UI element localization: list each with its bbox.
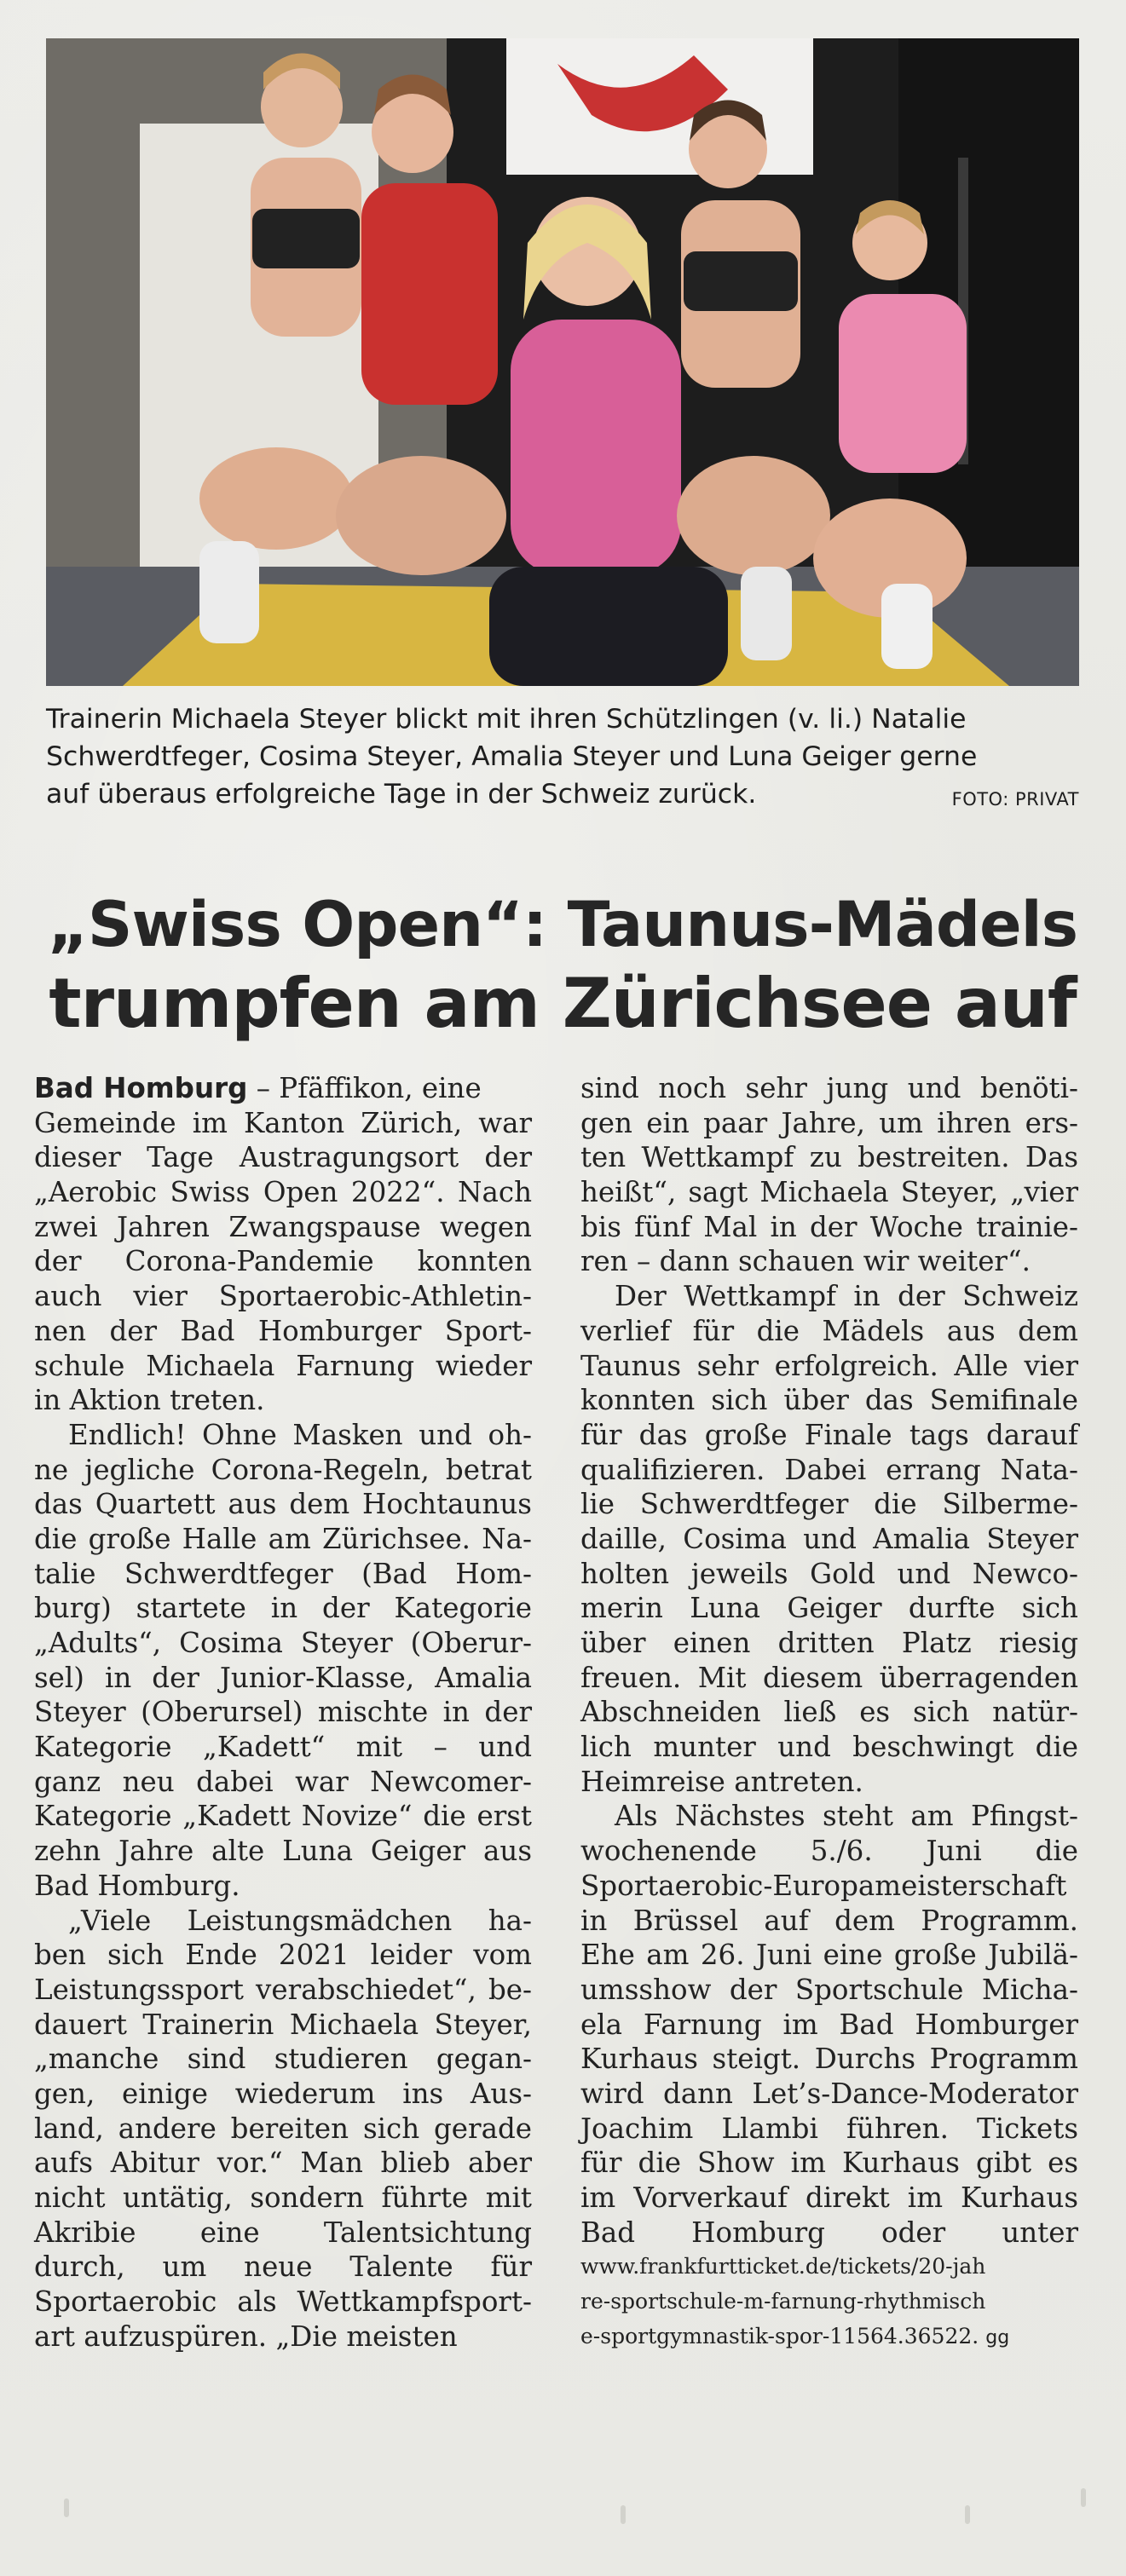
article-line-text: wochenende 5./6. Juni die [580, 1835, 1078, 1868]
article-line [580, 2008, 1078, 2043]
photo-caption [46, 700, 1079, 818]
article-line-text: heißt“, sagt Michaela Steyer, „vier [580, 1176, 1078, 1209]
article-line [580, 2146, 1078, 2181]
article-line [580, 1106, 1078, 1141]
article-line-text: lie Schwerdtfeger die Silberme- [580, 1488, 1078, 1521]
article-line-text: qualifizieren. Dabei errang Nata- [580, 1453, 1078, 1486]
headline-line-2: trumpfen am Zürichsee auf [49, 964, 1077, 1043]
article-line [580, 1661, 1078, 1696]
article-line: ganz neu dabei war Newcomer- [34, 1765, 532, 1798]
article-line: Kategorie „Kadett Novize“ die erst [34, 1800, 532, 1833]
article-line [580, 1140, 1078, 1175]
article-line [580, 1973, 1078, 2008]
article-line-text: freuen. Mit diesem überragenden [580, 1661, 1078, 1694]
article-line [580, 1904, 1078, 1939]
article-line: zwei Jahren Zwangspause wegen [34, 1210, 532, 1243]
article-line [580, 1591, 1078, 1626]
article-line: in Aktion treten. [34, 1384, 265, 1417]
article-line-text: Als Nächstes steht am Pfingst- [615, 1800, 1078, 1833]
article-line: Akribie eine Talentsichtung [34, 2216, 532, 2249]
article-line: land, andere bereiten sich gerade [34, 2112, 532, 2145]
article-line [580, 1938, 1078, 1973]
article-line-text: re-sportschule-m-farnung-rhythmisch [580, 2289, 986, 2314]
article-line-text: ten Wettkampf zu bestreiten. Das [580, 1141, 1078, 1174]
article-line: Leistungssport verabschiedet“, be- [34, 1973, 532, 2006]
caption-line: Schwerdtfeger, Cosima Steyer, Amalia Steyer und Luna Geiger gerne [46, 741, 978, 772]
author-tag: gg [985, 2326, 1010, 2348]
article-line: „Adults“, Cosima Steyer (Oberur- [34, 1627, 532, 1659]
article-line: talie Schwerdtfeger (Bad Hom- [34, 1557, 532, 1590]
article-line [580, 2112, 1078, 2147]
article-line: Gemeinde im Kanton Zürich, war [34, 1106, 532, 1139]
article-line-text: sind noch sehr jung und benöti- [580, 1072, 1078, 1104]
article-line [580, 1869, 1078, 1904]
article-line-text: für die Show im Kurhaus gibt es [580, 2147, 1078, 2180]
article-line [580, 1071, 1078, 1106]
article-line: dieser Tage Austragungsort der [34, 1141, 532, 1174]
article-line-text: Heimreise antreten. [580, 1765, 863, 1798]
article-photo [46, 38, 1079, 686]
article-line-text: Bad Homburg oder unter [580, 2216, 1078, 2249]
article-line [580, 1244, 1078, 1279]
article-line-text: wird dann Let’s-Dance-Moderator [580, 2077, 1078, 2110]
headline [46, 886, 1079, 1043]
article-line-text: – Pfäffikon, eine [247, 1072, 482, 1104]
article-line: aufs Abitur vor.“ Man blieb aber [34, 2147, 532, 2180]
paper-speck [621, 2505, 626, 2524]
article-line: nen der Bad Homburger Sport- [34, 1314, 532, 1347]
article-line: schule Michaela Farnung wieder [34, 1349, 532, 1382]
article-line [580, 1210, 1078, 1245]
article-line [580, 1383, 1078, 1418]
article-column-left [34, 1071, 532, 2354]
article-line-text: in Brüssel auf dem Programm. [580, 1904, 1078, 1937]
article-line-text: www.frankfurtticket.de/tickets/20-jah [580, 2254, 986, 2279]
article-line [34, 1071, 532, 1106]
article-line-text: Kurhaus steigt. Durchs Programm [580, 2043, 1078, 2076]
article-line: Sportaerobic als Wettkampfsport- [34, 2285, 532, 2319]
article-line: der Corona-Pandemie konnten [34, 1245, 532, 1278]
article-line [580, 1557, 1078, 1592]
photo-of-five-athletes-icon [46, 38, 1079, 686]
article-line: gen, einige wiederum ins Aus- [34, 2077, 532, 2110]
article-line-text: Sportaerobic-Europameisterschaft [580, 1869, 1067, 1902]
article-line [580, 2042, 1078, 2077]
article-line [580, 1522, 1078, 1557]
paper-speck [64, 2498, 69, 2517]
article-line [580, 1279, 1078, 1314]
article-line: die große Halle am Zürichsee. Na- [34, 1522, 532, 1555]
ticket-url-line [580, 2250, 1078, 2285]
article-line: „manche sind studieren gegan- [34, 2043, 532, 2076]
article-line: das Quartett aus dem Hochtaunus [34, 1488, 532, 1521]
article-line-text: Abschneiden ließ es sich natür- [580, 1696, 1078, 1729]
article-line [580, 1487, 1078, 1522]
article-line-text: e-sportgymnastik-spor-11564.36522. [580, 2323, 979, 2348]
article-line [580, 1695, 1078, 1730]
article-line-text: über einen dritten Platz riesig [580, 1627, 1078, 1659]
article-line-text: lich munter und beschwingt die [580, 1731, 1078, 1764]
article-line: dauert Trainerin Michaela Steyer, [34, 2008, 532, 2041]
ticket-url-line [580, 2285, 1078, 2320]
article-line [580, 1730, 1078, 1765]
article-line: ne jegliche Corona-Regeln, betrat [34, 1453, 532, 1486]
article-line-text: für das große Finale tags darauf [580, 1418, 1078, 1451]
article-line: „Aerobic Swiss Open 2022“. Nach [34, 1176, 532, 1209]
article-line: durch, um neue Talente für [34, 2250, 532, 2284]
article-line: nicht untätig, sondern führte mit [34, 2181, 532, 2214]
article-line: zehn Jahre alte Luna Geiger aus [34, 1835, 532, 1868]
article-line-text: holten jeweils Gold und Newco- [580, 1557, 1078, 1590]
article-line-text: bis fünf Mal in der Woche trainie- [580, 1210, 1078, 1243]
article-line [580, 1349, 1078, 1384]
article-line [580, 2181, 1078, 2216]
article-line-text: merin Luna Geiger durfte sich [580, 1592, 1078, 1625]
article-line: ben sich Ende 2021 leider vom [34, 1939, 532, 1972]
article-line-text: gen ein paar Jahre, um ihren ers- [580, 1106, 1078, 1139]
article-line [580, 1418, 1078, 1453]
article-line [580, 2077, 1078, 2112]
article-line: sel) in der Junior-Klasse, Amalia [34, 1661, 532, 1694]
article-line [580, 1626, 1078, 1661]
article-line-text: konnten sich über das Semifinale [580, 1384, 1078, 1417]
photo-credit: FOTO: PRIVAT [951, 789, 1079, 810]
article-line: Endlich! Ohne Masken und oh- [68, 1418, 532, 1451]
article-line-text: ren – dann schauen wir weiter“. [580, 1245, 1031, 1278]
article-line: Kategorie „Kadett“ mit – und [34, 1731, 532, 1764]
article-line-text: verlief für die Mädels aus dem [580, 1314, 1078, 1347]
article-line-text: Taunus sehr erfolgreich. Alle vier [580, 1349, 1078, 1382]
article-line: burg) startete in der Kategorie [34, 1592, 532, 1625]
article-line: auch vier Sportaerobic-Athletin- [34, 1280, 532, 1313]
article-line [580, 1834, 1078, 1869]
ticket-url-line [580, 2320, 1078, 2354]
caption-line: Trainerin Michaela Steyer blickt mit ihren Schützlingen (v. li.) Natalie [46, 704, 967, 735]
article-line: „Viele Leistungsmädchen ha- [68, 1904, 532, 1937]
article-line: art aufzuspüren. „Die meisten [34, 2320, 458, 2353]
article-line-text: Joachim Llambi führen. Tickets [580, 2112, 1078, 2145]
dateline: Bad Homburg [34, 1072, 248, 1104]
article-line: Bad Homburg. [34, 1869, 240, 1902]
article-line-text: daille, Cosima und Amalia Steyer [580, 1522, 1078, 1555]
article-column-right [580, 1071, 1078, 2354]
article-line [580, 1765, 1078, 1800]
article-line-text: Der Wettkampf in der Schweiz [615, 1280, 1078, 1313]
paper-speck [1081, 2488, 1086, 2507]
article-line [580, 1799, 1078, 1834]
paper-speck [965, 2505, 970, 2524]
article-line [580, 2216, 1078, 2250]
caption-line [46, 775, 1079, 813]
article-line-text: umsshow der Sportschule Micha- [580, 1973, 1078, 2006]
article-line-text: ela Farnung im Bad Homburger [580, 2008, 1078, 2041]
article-line [580, 1175, 1078, 1210]
caption-line-text: auf überaus erfolgreiche Tage in der Schweiz zurück. [46, 779, 757, 810]
article-line: Steyer (Oberursel) mischte in der [34, 1696, 532, 1729]
article-line [580, 1453, 1078, 1488]
headline-line-1: „Swiss Open“: Taunus-Mädels [47, 889, 1078, 961]
article-line-text: im Vorverkauf direkt im Kurhaus [580, 2181, 1078, 2214]
article-line [580, 1314, 1078, 1349]
article-line-text: Ehe am 26. Juni eine große Jubilä- [580, 1939, 1078, 1972]
